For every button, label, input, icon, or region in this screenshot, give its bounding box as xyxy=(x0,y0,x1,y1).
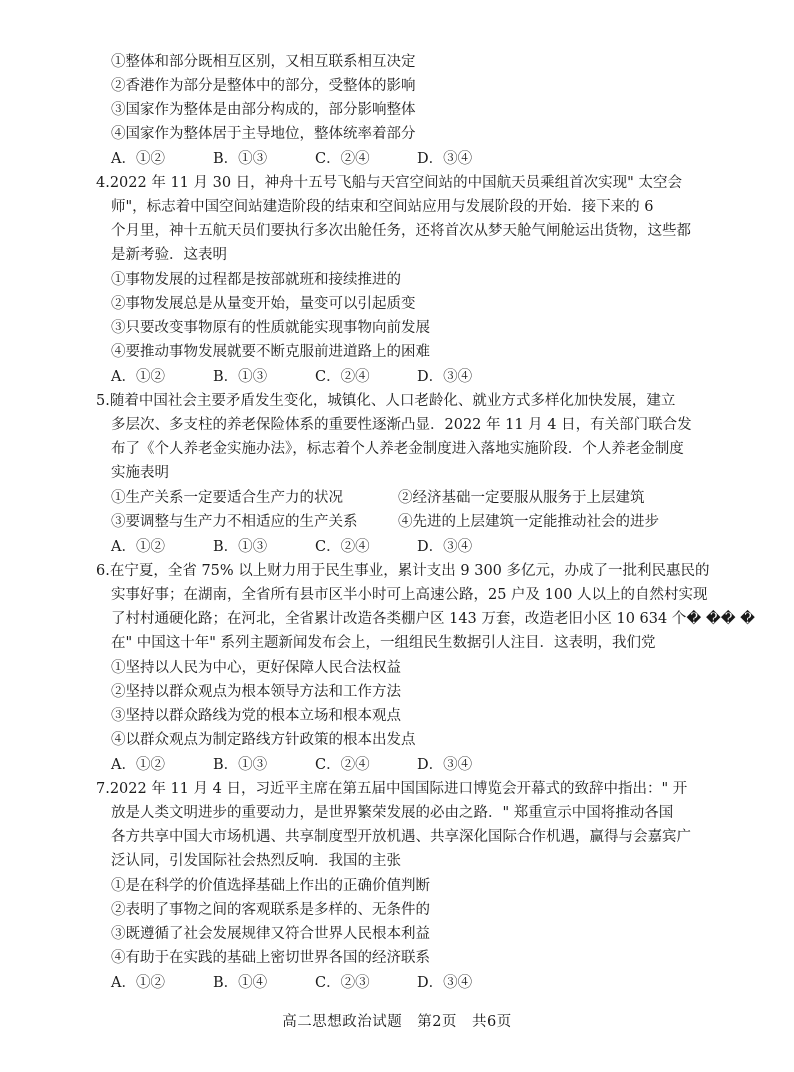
q7-choice-d: D．③④ xyxy=(417,975,473,991)
q3-option-3: ③国家作为整体是由部分构成的，部分影响整体 xyxy=(111,102,416,118)
q3-choice-c: C．②④ xyxy=(315,151,370,167)
q6-choices xyxy=(111,755,519,775)
q7-stem-line-3: 各方共享中国大市场机遇、共享制度型开放机遇、共享深化国际合作机遇，赢得与会嘉宾广 xyxy=(111,829,691,845)
q3-option-4: ④国家作为整体居于主导地位，整体统率着部分 xyxy=(111,126,416,142)
q6-option-2: ②坚持以群众观点为根本领导方法和工作方法 xyxy=(111,684,401,700)
q5-stem-line-3: 布了《个人养老金实施办法》，标志着个人养老金制度进入落地实施阶段．个人养老金制度 xyxy=(111,441,684,457)
q7-stem-line-2: 放是人类文明进步的重要动力，是世界繁荣发展的必由之路．" 郑重宣示中国将推动各国 xyxy=(111,805,674,821)
q7-option-3: ③既遵循了社会发展规律又符合世界人民根本利益 xyxy=(111,926,430,942)
q4-option-3: ③只要改变事物原有的性质就能实现事物向前发展 xyxy=(111,320,430,336)
q5-choice-b: B．①③ xyxy=(213,539,268,555)
q4-option-4: ④要推动事物发展就要不断克服前进道路上的困难 xyxy=(111,344,430,360)
q6-option-4: ④以群众观点为制定路线方针政策的根本出发点 xyxy=(111,732,416,748)
q5-option-2: ②经济基础一定要服从服务于上层建筑 xyxy=(398,490,645,506)
q5-option-1: ①生产关系一定要适合生产力的状况 xyxy=(111,490,343,506)
q6-stem-line-2: 实事好事；在湖南，全省所有县市区半小时可上高速公路，25 户及 100 人以上的自然村实现 xyxy=(111,587,708,603)
q6-stem-line-4: 在" 中国这十年" 系列主题新闻发布会上，一组组民生数据引人注目．这表明，我们党 xyxy=(111,635,656,651)
q7-choices xyxy=(111,973,519,993)
q4-choice-a: A．①② xyxy=(111,369,165,385)
q5-choice-d: D．③④ xyxy=(417,539,473,555)
q6-option-1: ①坚持以人民为中心，更好保障人民合法权益 xyxy=(111,660,401,676)
q3-choices xyxy=(111,149,519,169)
q4-choice-b: B．①③ xyxy=(213,369,268,385)
q7-stem-line-1: 7.2022 年 11 月 4 日，习近平主席在第五届中国国际进口博览会开幕式的致辞中指出：" 开 xyxy=(96,781,688,797)
q4-stem-line-4: 是新考验．这表明 xyxy=(111,247,227,263)
q4-choice-c: C．②④ xyxy=(315,369,370,385)
q3-choice-a: A．①② xyxy=(111,151,165,167)
q7-choice-a: A．①② xyxy=(111,975,165,991)
q4-choices xyxy=(111,367,519,387)
q4-choice-d: D．③④ xyxy=(417,369,473,385)
q7-option-4: ④有助于在实践的基础上密切世界各国的经济联系 xyxy=(111,950,430,966)
q3-option-1: ①整体和部分既相互区别，又相互联系相互决定 xyxy=(111,54,416,70)
q6-stem-line-1: 6.在宁夏，全省 75% 以上财力用于民生事业，累计支出 9 300 多亿元，办成了一批利民惠民的 xyxy=(96,563,710,579)
q4-stem-line-3: 个月里，神十五航天员们要执行多次出舱任务，还将首次从梦天舱气闸舱运出货物，这些都 xyxy=(111,223,691,239)
q4-stem-line-2: 师"，标志着中国空间站建造阶段的结束和空间站应用与发展阶段的开始．接下来的 6 xyxy=(111,199,654,215)
q5-choices xyxy=(111,537,519,557)
q5-stem-line-2: 多层次、多支柱的养老保险体系的重要性逐渐凸显．2022 年 11 月 4 日，有关部门联合发 xyxy=(111,417,692,433)
q6-choice-b: B．①③ xyxy=(213,757,268,773)
q4-option-2: ②事物发展总是从量变开始，量变可以引起质变 xyxy=(111,296,416,312)
q7-option-1: ①是在科学的价值选择基础上作出的正确价值判断 xyxy=(111,878,430,894)
q5-option-3: ③要调整与生产力不相适应的生产关系 xyxy=(111,514,358,530)
q6-choice-a: A．①② xyxy=(111,757,165,773)
q5-option-4: ④先进的上层建筑一定能推动社会的进步 xyxy=(398,514,659,530)
q5-choice-a: A．①② xyxy=(111,539,165,555)
q3-choice-b: B．①③ xyxy=(213,151,268,167)
q7-choice-b: B．①④ xyxy=(213,975,268,991)
q5-stem-line-1: 5.随着中国社会主要矛盾发生变化，城镇化、人口老龄化、就业方式多样化加快发展，建立 xyxy=(96,393,676,409)
q5-choice-c: C．②④ xyxy=(315,539,370,555)
q6-choice-d: D．③④ xyxy=(417,757,473,773)
q4-option-1: ①事物发展的过程都是按部就班和接续推进的 xyxy=(111,272,401,288)
q4-stem-line-1: 4.2022 年 11 月 30 日，神舟十五号飞船与天宫空间站的中国航天员乘组首次实现" 太空会 xyxy=(96,175,682,191)
q5-stem-line-4: 实施表明 xyxy=(111,465,169,481)
q3-choice-d: D．③④ xyxy=(417,151,473,167)
q7-stem-line-4: 泛认同，引发国际社会热烈反响．我国的主张 xyxy=(111,853,401,869)
q7-option-2: ②表明了事物之间的客观联系是多样的、无条件的 xyxy=(111,902,430,918)
page-footer: 高二思想政治试题 第2页 共6页 xyxy=(282,1014,512,1030)
q6-option-3: ③坚持以群众路线为党的根本立场和根本观点 xyxy=(111,708,401,724)
q7-choice-c: C．②③ xyxy=(315,975,370,991)
q6-choice-c: C．②④ xyxy=(315,757,370,773)
q3-option-2: ②香港作为部分是整体中的部分，受整体的影响 xyxy=(111,78,416,94)
q6-stem-line-3: 了村村通硬化路；在河北，全省累计改造各类棚户区 143 万套，改造老旧小区 10 634 个� �� � xyxy=(111,611,756,627)
